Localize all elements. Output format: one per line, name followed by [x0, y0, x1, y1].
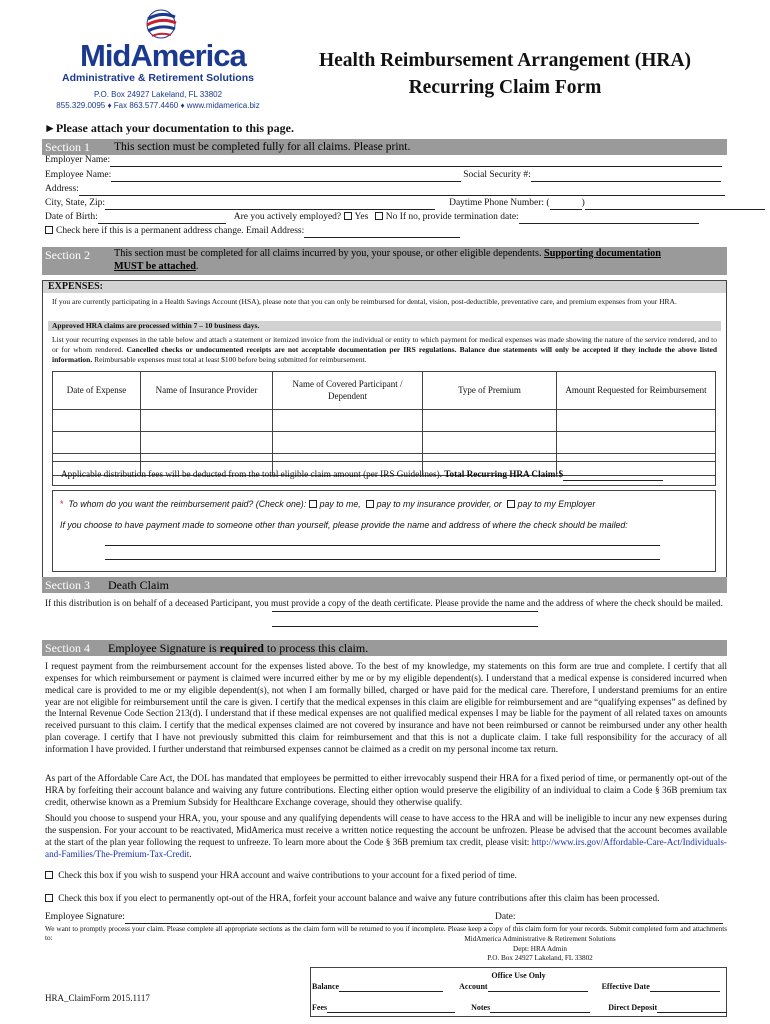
dob-row	[45, 212, 699, 224]
section-3-bar	[42, 577, 727, 593]
pay-to-provider-label: pay to my insurance provider, or	[376, 499, 502, 509]
submission-note: We want to promptly process your claim. Please complete all appropriate sections as the claim form will be returned to you if incomplete. Please keep a copy of this claim form for your records. Submit completed form and attachments to:	[45, 925, 727, 943]
instructions-a: List your recurring expenses in the table below and attach a statement or itemized invoice from the individual or entity to which payment for medical expenses was made showing the nature of the service rendered, and to or for whom rendered.	[52, 335, 717, 355]
address-row	[45, 184, 725, 196]
optout-hra-label: Check this box if you elect to permanently opt-out of the HRA, forfeit your account balance and waive any future contributions after this claim has been processed.	[58, 893, 660, 903]
effective-date-field[interactable]	[650, 984, 720, 992]
table-cell[interactable]	[423, 432, 557, 454]
suspension-paragraph	[45, 813, 727, 860]
ssn-field[interactable]	[531, 172, 721, 182]
phone-close-paren: )	[581, 198, 585, 208]
section-3-label: Section 3	[45, 578, 90, 592]
attach-note-text: Please attach your documentation to this page.	[55, 121, 294, 135]
col-covered-participant: Name of Covered Participant / Dependent	[273, 372, 423, 410]
notes-field[interactable]	[490, 1005, 590, 1013]
actively-employed-label: Are you actively employed?	[233, 212, 342, 222]
table-cell[interactable]	[53, 432, 141, 454]
fees-field[interactable]	[327, 1005, 455, 1013]
balance-label: Balance	[312, 982, 340, 991]
col-date-of-expense: Date of Expense	[53, 372, 141, 410]
heading-required: required	[219, 641, 264, 655]
phone-number-field[interactable]	[585, 200, 765, 210]
optout-hra-checkbox[interactable]	[45, 894, 53, 902]
title-line-1: Health Reimbursement Arrangement (HRA)	[318, 50, 692, 71]
suspend-row	[45, 870, 517, 882]
table-row	[53, 432, 716, 454]
certification-paragraph: I request payment from the reimbursement account for the expenses listed above. To the best of my knowledge, my statements on this form are true and complete. I certify that all expenses for which reimbursement or payment is claimed were incurred either by me or by my eligible dependent(s). I understand that a medical expense is considered incurred when medical care is provided to me or my eligible dependent(s), not when I am formally billed, charged or have paid for the medical care. Therefore, I understand premiums for an entire year are not eligible for reimbursement until the care is given. I certify that the medical expenses in this claim are eligible for reimbursement and are “qualifying expenses” as defined by the Internal Revenue Code Section 213(d). I understand that if these medical expenses are not qualified medical expenses I may be liable for the payment of all related taxes on amounts received pursuant to this claim. I certify that the medical expenses claimed are not covered by insurance and have not been reimbursed or cannot be reimbursed under any other health plan coverage. I certify that I have not previously submitted this claim for reimbursement and that this is not a duplicate claim. I take full responsibility for the accuracy of all information I have provided. I further understand that reimbursed expenses cannot be claimed as a credit on my personal income tax return.	[45, 661, 727, 755]
payee-name-line[interactable]	[105, 545, 660, 546]
claim-total-row	[61, 469, 663, 481]
expense-instructions	[52, 335, 717, 365]
signature-field[interactable]	[125, 914, 493, 924]
suspend-hra-label: Check this box if you wish to suspend your HRA account and waive contributions to your account for a fixed period of time.	[58, 870, 517, 880]
office-row-1	[312, 982, 720, 992]
account-field[interactable]	[488, 984, 588, 992]
title-line-2: Recurring Claim Form	[408, 77, 602, 99]
total-claim-field[interactable]	[563, 472, 663, 481]
city-state-zip-label: City, State, Zip:	[45, 198, 106, 208]
address-line-1: P.O. Box 24927 Lakeland, FL 33802	[93, 90, 223, 99]
termination-date-field[interactable]	[519, 214, 699, 224]
section-1-label: Section 1	[45, 140, 90, 154]
table-cell[interactable]	[141, 410, 273, 432]
employer-name-label: Employer Name:	[45, 155, 111, 165]
address-change-label: Check here if this is a permanent address change.	[56, 226, 244, 236]
section-3-heading: Death Claim	[108, 578, 169, 592]
table-cell[interactable]	[557, 432, 716, 454]
attach-note	[44, 121, 294, 136]
signature-row	[45, 912, 723, 924]
section-2-label: Section 2	[45, 248, 90, 262]
processing-note: Approved HRA claims are processed within 7 – 10 business days.	[48, 321, 721, 331]
optout-row	[45, 893, 659, 905]
table-cell[interactable]	[557, 410, 716, 432]
direct-deposit-label: Direct Deposit	[608, 1003, 658, 1012]
employed-no-checkbox[interactable]	[375, 212, 383, 220]
dob-field[interactable]	[98, 214, 226, 224]
employee-name-field[interactable]	[111, 172, 461, 182]
link-period: .	[189, 848, 192, 859]
heading-pre: Employee Signature is	[108, 641, 217, 655]
employer-name-row	[45, 155, 722, 167]
company-address	[40, 90, 276, 112]
employer-name-field[interactable]	[110, 157, 722, 167]
instructions-c: Reimbursable expenses must total at least $100 before being submitted for reimbursement.	[94, 355, 367, 365]
col-amount-requested: Amount Requested for Reimbursement	[557, 372, 716, 410]
logo-name: MidAmerica	[80, 38, 246, 73]
heading-period: .	[195, 260, 199, 272]
section-4-bar	[42, 640, 727, 656]
employed-yes-checkbox[interactable]	[344, 212, 352, 220]
section-2-bar	[42, 247, 727, 275]
death-claim-text: If this distribution is on behalf of a deceased Participant, you must provide a copy of the death certificate. Please provide the name and the address of where the check should be mailed.	[45, 598, 723, 608]
heading-post: to process this claim.	[266, 641, 369, 655]
employee-name-row	[45, 170, 721, 182]
pay-to-employer-checkbox[interactable]	[507, 500, 515, 508]
death-claim-address-line[interactable]	[272, 626, 538, 627]
required-star: *	[60, 499, 64, 509]
pay-to-me-label: pay to me,	[319, 499, 361, 509]
logo-subtitle: Administrative & Retirement Solutions	[62, 72, 254, 84]
aca-paragraph: As part of the Affordable Care Act, the DOL has mandated that employees be permitted to either irrevocably suspend their HRA for a fixed period of time, or permanently opt-out of the HRA by forfeiting their account balance and waiving any future contributions. Electing either option would preserve the eligibility of an individual to claim a Code § 36B premium tax credit, otherwise known as a Premium Subsidy for Healthcare Exchange coverage, should they otherwise qualify.	[45, 773, 727, 807]
form-id: HRA_ClaimForm 2015.1117	[45, 993, 150, 1003]
supporting-doc-text: Supporting documentation	[544, 248, 661, 259]
col-type-of-premium: Type of Premium	[423, 372, 557, 410]
death-claim-name-line[interactable]	[272, 611, 538, 612]
office-row-2	[312, 1003, 727, 1013]
payee-address-line[interactable]	[105, 559, 660, 560]
section-2-heading	[114, 248, 724, 274]
payee-other-note: If you choose to have payment made to someone other than yourself, please provide the name and address of where the check should be mailed:	[60, 520, 628, 530]
instructions-b: Cancelled checks or undocumented receipts are not acceptable documentation per IRS regulations. Balance due statements will only be accepted if they include the above listed information.	[52, 345, 718, 365]
date-label: Date:	[494, 912, 516, 922]
address-change-checkbox[interactable]	[45, 226, 53, 234]
irs-premium-tax-credit-link[interactable]: http://www.irs.gov/Affordable-Care-Act/Individuals-and-Families/The-Premium-Tax-Credit	[45, 836, 727, 859]
city-state-zip-row	[45, 198, 765, 210]
date-field[interactable]	[516, 914, 723, 924]
table-cell[interactable]	[273, 432, 423, 454]
total-claim-label: Total Recurring HRA Claim:$	[444, 469, 564, 479]
table-header-row	[53, 372, 716, 410]
mail-line-1: MidAmerica Administrative & Retirement Solutions	[464, 935, 616, 943]
contact-line: 855.329.0095 ♦ Fax 863.577.4460 ♦ www.midamerica.biz	[56, 100, 260, 110]
signature-label: Employee Signature:	[45, 912, 125, 922]
pay-to-me-checkbox[interactable]	[309, 500, 317, 508]
office-use-title: Office Use Only	[491, 971, 546, 980]
table-cell[interactable]	[273, 410, 423, 432]
table-cell[interactable]	[141, 432, 273, 454]
section-2-heading-text: This section must be completed for all claims incurred by you, your spouse, or other eligible dependents.	[114, 248, 542, 259]
dob-label: Date of Birth:	[45, 212, 98, 222]
table-row	[53, 410, 716, 432]
address-field[interactable]	[79, 186, 725, 196]
payee-question: To whom do you want the reimbursement paid? (Check one):	[68, 499, 307, 509]
ssn-label: Social Security #:	[463, 170, 531, 180]
col-insurance-provider: Name of Insurance Provider	[141, 372, 273, 410]
city-state-zip-field[interactable]	[105, 200, 435, 210]
fees-note: Applicable distribution fees will be deducted from the total eligible claim amount (per IRS Guidelines).	[61, 469, 442, 479]
email-field[interactable]	[304, 228, 460, 238]
termination-date-label: If no, provide termination date:	[399, 212, 519, 222]
balance-field[interactable]	[339, 984, 443, 992]
triangle-right-icon: ►	[44, 121, 56, 135]
section-1-heading: This section must be completed fully for all claims. Please print.	[114, 141, 411, 153]
must-attach-text: MUST be attached	[114, 260, 196, 272]
pay-to-provider-checkbox[interactable]	[366, 500, 374, 508]
effective-date-label: Effective Date	[601, 982, 650, 991]
section-4-heading	[108, 641, 368, 656]
mail-line-2: Dept: HRA Admin	[513, 944, 567, 953]
address-label: Address:	[45, 184, 79, 194]
notes-label: Notes	[471, 1003, 491, 1012]
table-cell[interactable]	[423, 410, 557, 432]
yes-label: Yes	[354, 212, 369, 222]
employee-name-label: Employee Name:	[45, 170, 112, 180]
address-change-row	[45, 226, 460, 238]
phone-area-code-field[interactable]	[550, 200, 582, 210]
phone-label: Daytime Phone Number: (	[449, 198, 550, 208]
hsa-note: If you are currently participating in a Health Savings Account (HSA), please note that you can only be reimbursed for dental, vision, post-deductible, preventative care, and premium expenses from your HRA.	[52, 297, 677, 306]
email-label: Email Address:	[245, 226, 305, 236]
mail-line-3: P.O. Box 24927 Lakeland, FL 33802	[487, 954, 593, 962]
suspend-hra-checkbox[interactable]	[45, 871, 53, 879]
pay-to-employer-label: pay to my Employer	[517, 499, 596, 509]
form-title	[275, 47, 735, 102]
fees-label: Fees	[312, 1003, 328, 1012]
mailing-address	[400, 935, 680, 964]
direct-deposit-field[interactable]	[657, 1005, 727, 1013]
section-4-label: Section 4	[45, 641, 90, 655]
suspension-text: Should you choose to suspend your HRA, you, your spouse and any qualifying dependents will cease to have access to the HRA and will be ineligible to incur any new expenses during the suspension. For your account to be reactivated, MidAmerica must receive a written notice requesting the account be unfrozen. Please be advised that the account becomes available at the start of the plan year following the request to unfreeze. To learn more about the Code § 36B premium tax credit, please visit:	[45, 813, 727, 847]
section-1-bar	[42, 139, 727, 155]
expenses-title: EXPENSES:	[43, 281, 726, 293]
account-label: Account	[459, 982, 488, 991]
no-label: No	[385, 212, 398, 222]
payee-question-row	[60, 499, 595, 510]
table-cell[interactable]	[53, 410, 141, 432]
